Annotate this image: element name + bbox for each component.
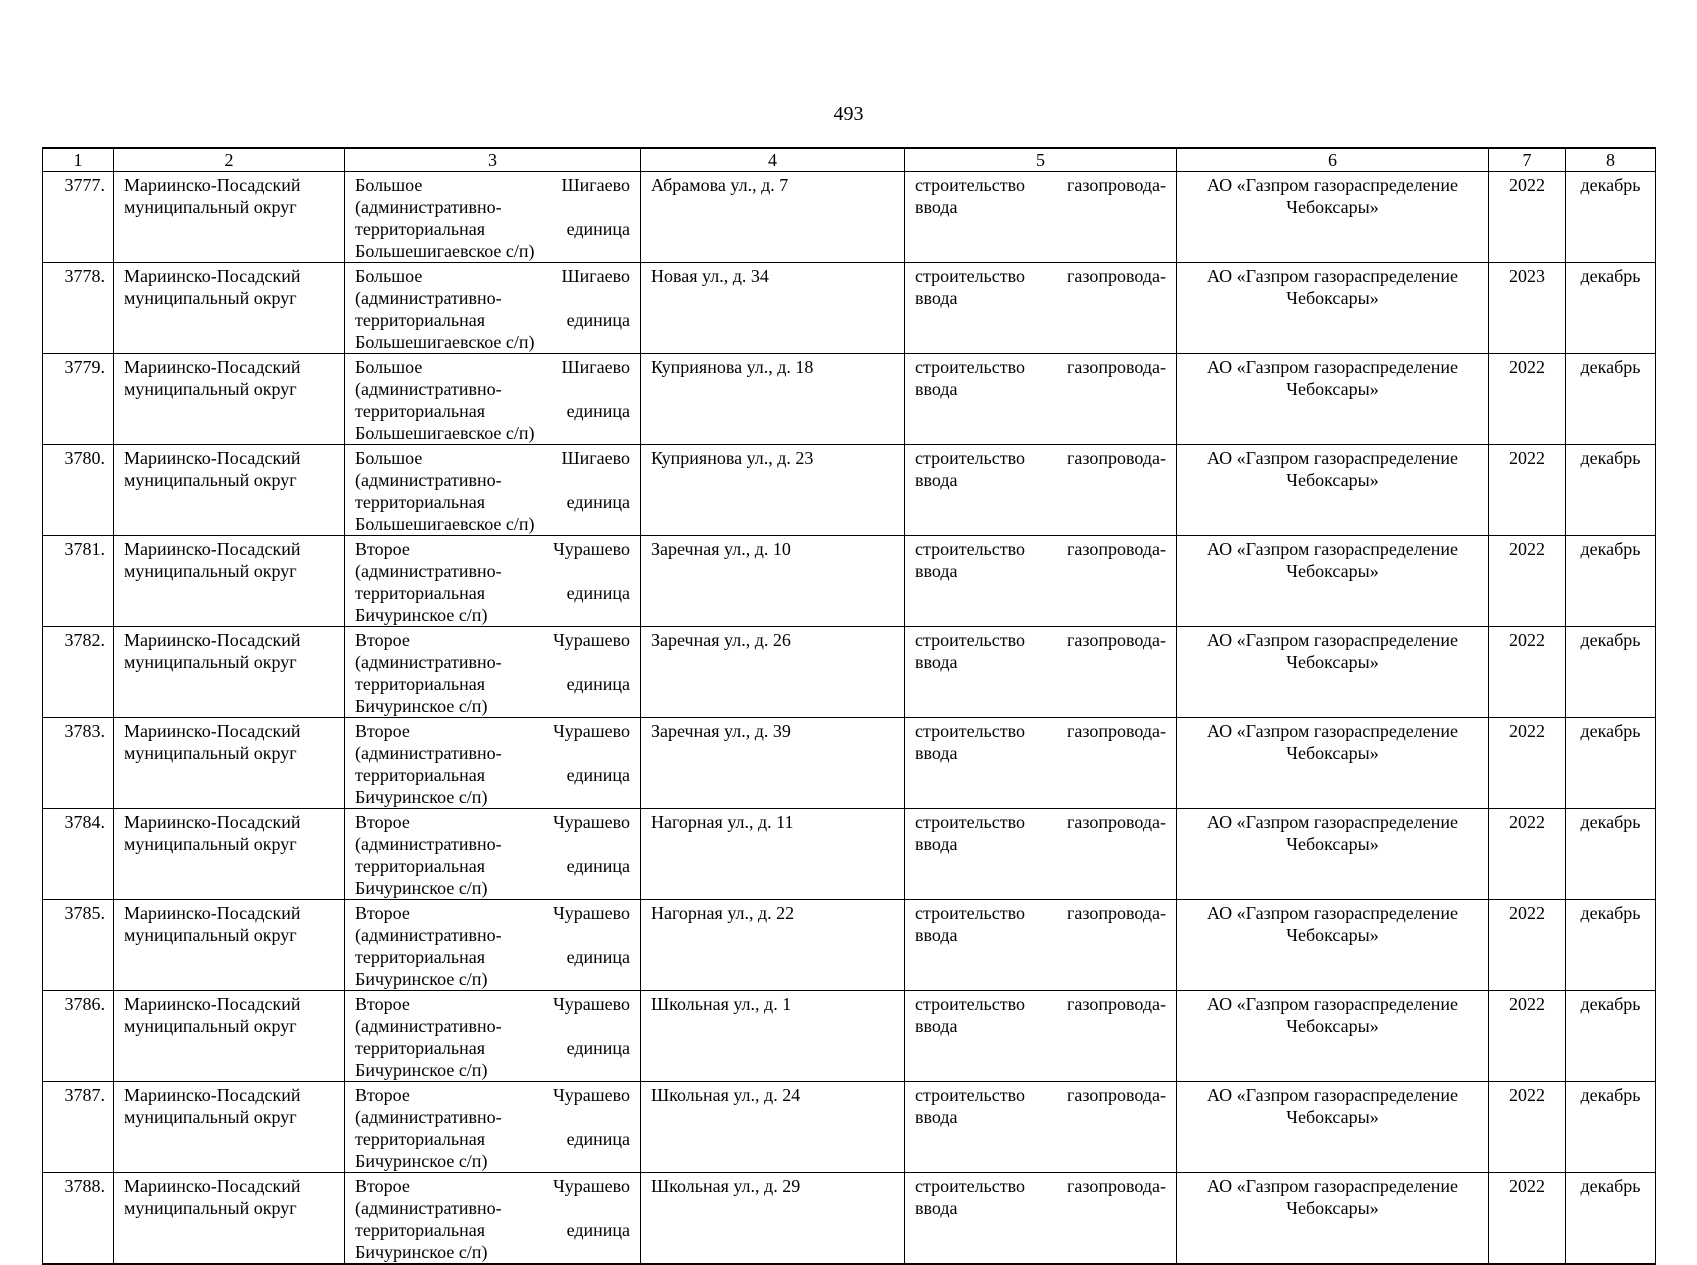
address-cell: Нагорная ул., д. 22 [641,900,905,991]
year-cell: 2022 [1489,1082,1566,1173]
table-row [43,809,1656,900]
table-row [43,991,1656,1082]
address-cell: Абрамова ул., д. 7 [641,172,905,263]
municipality-line: муниципальный округ [124,197,297,217]
organization-cell: АО «Газпром газораспределение Чебоксары» [1177,263,1489,354]
municipality-line: муниципальный округ [124,1107,297,1127]
municipality-cell [114,445,345,536]
municipality-line: муниципальный округ [124,1016,297,1036]
municipality-line: Мариинско-Посадский [124,448,301,468]
row-number-cell: 3788. [43,1173,114,1265]
work-type-cell: строительство газопровода-ввода [905,1173,1177,1265]
column-number-header: 8 [1566,148,1656,172]
address-cell: Школьная ул., д. 1 [641,991,905,1082]
row-number-cell: 3781. [43,536,114,627]
work-type-cell: строительство газопровода-ввода [905,536,1177,627]
municipality-cell [114,1173,345,1265]
municipality-cell [114,354,345,445]
municipality-cell [114,1082,345,1173]
column-number-header: 6 [1177,148,1489,172]
municipality-cell [114,900,345,991]
column-number-header: 4 [641,148,905,172]
year-cell: 2022 [1489,536,1566,627]
organization-cell: АО «Газпром газораспределение Чебоксары» [1177,536,1489,627]
municipality-cell [114,263,345,354]
work-type-cell: строительство газопровода-ввода [905,1082,1177,1173]
column-number-header: 7 [1489,148,1566,172]
table-row [43,354,1656,445]
municipality-cell [114,809,345,900]
settlement-cell: Второе Чурашево (административно-территориальная единица Бичуринское с/п) [345,900,641,991]
municipality-line: муниципальный округ [124,743,297,763]
address-cell: Школьная ул., д. 29 [641,1173,905,1265]
year-cell: 2022 [1489,445,1566,536]
municipality-line: муниципальный округ [124,379,297,399]
page-number: 493 [833,103,864,125]
address-cell: Школьная ул., д. 24 [641,1082,905,1173]
municipality-line: Мариинско-Посадский [124,1085,301,1105]
year-cell: 2022 [1489,718,1566,809]
table-row [43,1173,1656,1265]
settlement-cell: Большое Шигаево (административно-территориальная единица Большешигаевское с/п) [345,263,641,354]
column-number-header: 2 [114,148,345,172]
row-number-cell: 3784. [43,809,114,900]
municipality-line: муниципальный округ [124,834,297,854]
address-cell: Куприянова ул., д. 23 [641,445,905,536]
municipality-line: муниципальный округ [124,470,297,490]
municipality-cell [114,627,345,718]
row-number-cell: 3779. [43,354,114,445]
municipality-line: Мариинско-Посадский [124,175,301,195]
year-cell: 2022 [1489,900,1566,991]
settlement-cell: Второе Чурашево (административно-территориальная единица Бичуринское с/п) [345,1173,641,1265]
municipality-line: муниципальный округ [124,925,297,945]
table-row [43,1082,1656,1173]
municipality-cell [114,718,345,809]
month-cell: декабрь [1566,900,1656,991]
month-cell: декабрь [1566,172,1656,263]
municipality-line: Мариинско-Посадский [124,630,301,650]
month-cell: декабрь [1566,991,1656,1082]
organization-cell: АО «Газпром газораспределение Чебоксары» [1177,1173,1489,1265]
work-type-cell: строительство газопровода-ввода [905,172,1177,263]
organization-cell: АО «Газпром газораспределение Чебоксары» [1177,809,1489,900]
table-row [43,627,1656,718]
address-cell: Куприянова ул., д. 18 [641,354,905,445]
organization-cell: АО «Газпром газораспределение Чебоксары» [1177,1082,1489,1173]
month-cell: декабрь [1566,354,1656,445]
municipality-line: муниципальный округ [124,652,297,672]
settlement-cell: Второе Чурашево (административно-территориальная единица Бичуринское с/п) [345,718,641,809]
table-row [43,536,1656,627]
municipality-line: муниципальный округ [124,1198,297,1218]
municipality-line: Мариинско-Посадский [124,994,301,1014]
work-type-cell: строительство газопровода-ввода [905,718,1177,809]
row-number-cell: 3787. [43,1082,114,1173]
settlement-cell: Большое Шигаево (административно-территориальная единица Большешигаевское с/п) [345,354,641,445]
month-cell: декабрь [1566,627,1656,718]
address-cell: Заречная ул., д. 26 [641,627,905,718]
municipality-cell [114,172,345,263]
municipality-line: Мариинско-Посадский [124,539,301,559]
work-type-cell: строительство газопровода-ввода [905,354,1177,445]
municipality-cell [114,991,345,1082]
work-type-cell: строительство газопровода-ввода [905,627,1177,718]
municipality-line: муниципальный округ [124,561,297,581]
month-cell: декабрь [1566,718,1656,809]
row-number-cell: 3785. [43,900,114,991]
column-number-row [43,148,1656,172]
municipality-cell [114,536,345,627]
year-cell: 2022 [1489,172,1566,263]
municipality-line: Мариинско-Посадский [124,357,301,377]
municipality-line: Мариинско-Посадский [124,721,301,741]
organization-cell: АО «Газпром газораспределение Чебоксары» [1177,991,1489,1082]
month-cell: декабрь [1566,1173,1656,1265]
municipality-line: муниципальный округ [124,288,297,308]
address-cell: Заречная ул., д. 10 [641,536,905,627]
organization-cell: АО «Газпром газораспределение Чебоксары» [1177,900,1489,991]
month-cell: декабрь [1566,1082,1656,1173]
row-number-cell: 3782. [43,627,114,718]
table-row [43,263,1656,354]
settlement-cell: Большое Шигаево (административно-территориальная единица Большешигаевское с/п) [345,445,641,536]
year-cell: 2023 [1489,263,1566,354]
table-row [43,445,1656,536]
work-type-cell: строительство газопровода-ввода [905,445,1177,536]
settlement-cell: Второе Чурашево (административно-территориальная единица Бичуринское с/п) [345,1082,641,1173]
year-cell: 2022 [1489,991,1566,1082]
work-type-cell: строительство газопровода-ввода [905,809,1177,900]
month-cell: декабрь [1566,263,1656,354]
municipality-line: Мариинско-Посадский [124,903,301,923]
column-number-header: 3 [345,148,641,172]
settlement-cell: Второе Чурашево (административно-территориальная единица Бичуринское с/п) [345,627,641,718]
organization-cell: АО «Газпром газораспределение Чебоксары» [1177,172,1489,263]
address-cell: Нагорная ул., д. 11 [641,809,905,900]
year-cell: 2022 [1489,627,1566,718]
month-cell: декабрь [1566,536,1656,627]
municipality-line: Мариинско-Посадский [124,1176,301,1196]
work-type-cell: строительство газопровода-ввода [905,263,1177,354]
year-cell: 2022 [1489,354,1566,445]
row-number-cell: 3786. [43,991,114,1082]
row-number-cell: 3777. [43,172,114,263]
month-cell: декабрь [1566,809,1656,900]
year-cell: 2022 [1489,1173,1566,1265]
organization-cell: АО «Газпром газораспределение Чебоксары» [1177,445,1489,536]
municipality-line: Мариинско-Посадский [124,812,301,832]
organization-cell: АО «Газпром газораспределение Чебоксары» [1177,718,1489,809]
row-number-cell: 3778. [43,263,114,354]
settlement-cell: Большое Шигаево (административно-территориальная единица Большешигаевское с/п) [345,172,641,263]
column-number-header: 5 [905,148,1177,172]
organization-cell: АО «Газпром газораспределение Чебоксары» [1177,627,1489,718]
address-cell: Новая ул., д. 34 [641,263,905,354]
year-cell: 2022 [1489,809,1566,900]
month-cell: декабрь [1566,445,1656,536]
table-row [43,900,1656,991]
work-type-cell: строительство газопровода-ввода [905,900,1177,991]
address-cell: Заречная ул., д. 39 [641,718,905,809]
municipality-line: Мариинско-Посадский [124,266,301,286]
table-row [43,718,1656,809]
settlement-cell: Второе Чурашево (административно-территориальная единица Бичуринское с/п) [345,991,641,1082]
column-number-header: 1 [43,148,114,172]
organization-cell: АО «Газпром газораспределение Чебоксары» [1177,354,1489,445]
register-table [42,147,1656,1265]
row-number-cell: 3780. [43,445,114,536]
settlement-cell: Второе Чурашево (административно-территориальная единица Бичуринское с/п) [345,536,641,627]
table-row [43,172,1656,263]
settlement-cell: Второе Чурашево (административно-территориальная единица Бичуринское с/п) [345,809,641,900]
work-type-cell: строительство газопровода-ввода [905,991,1177,1082]
row-number-cell: 3783. [43,718,114,809]
